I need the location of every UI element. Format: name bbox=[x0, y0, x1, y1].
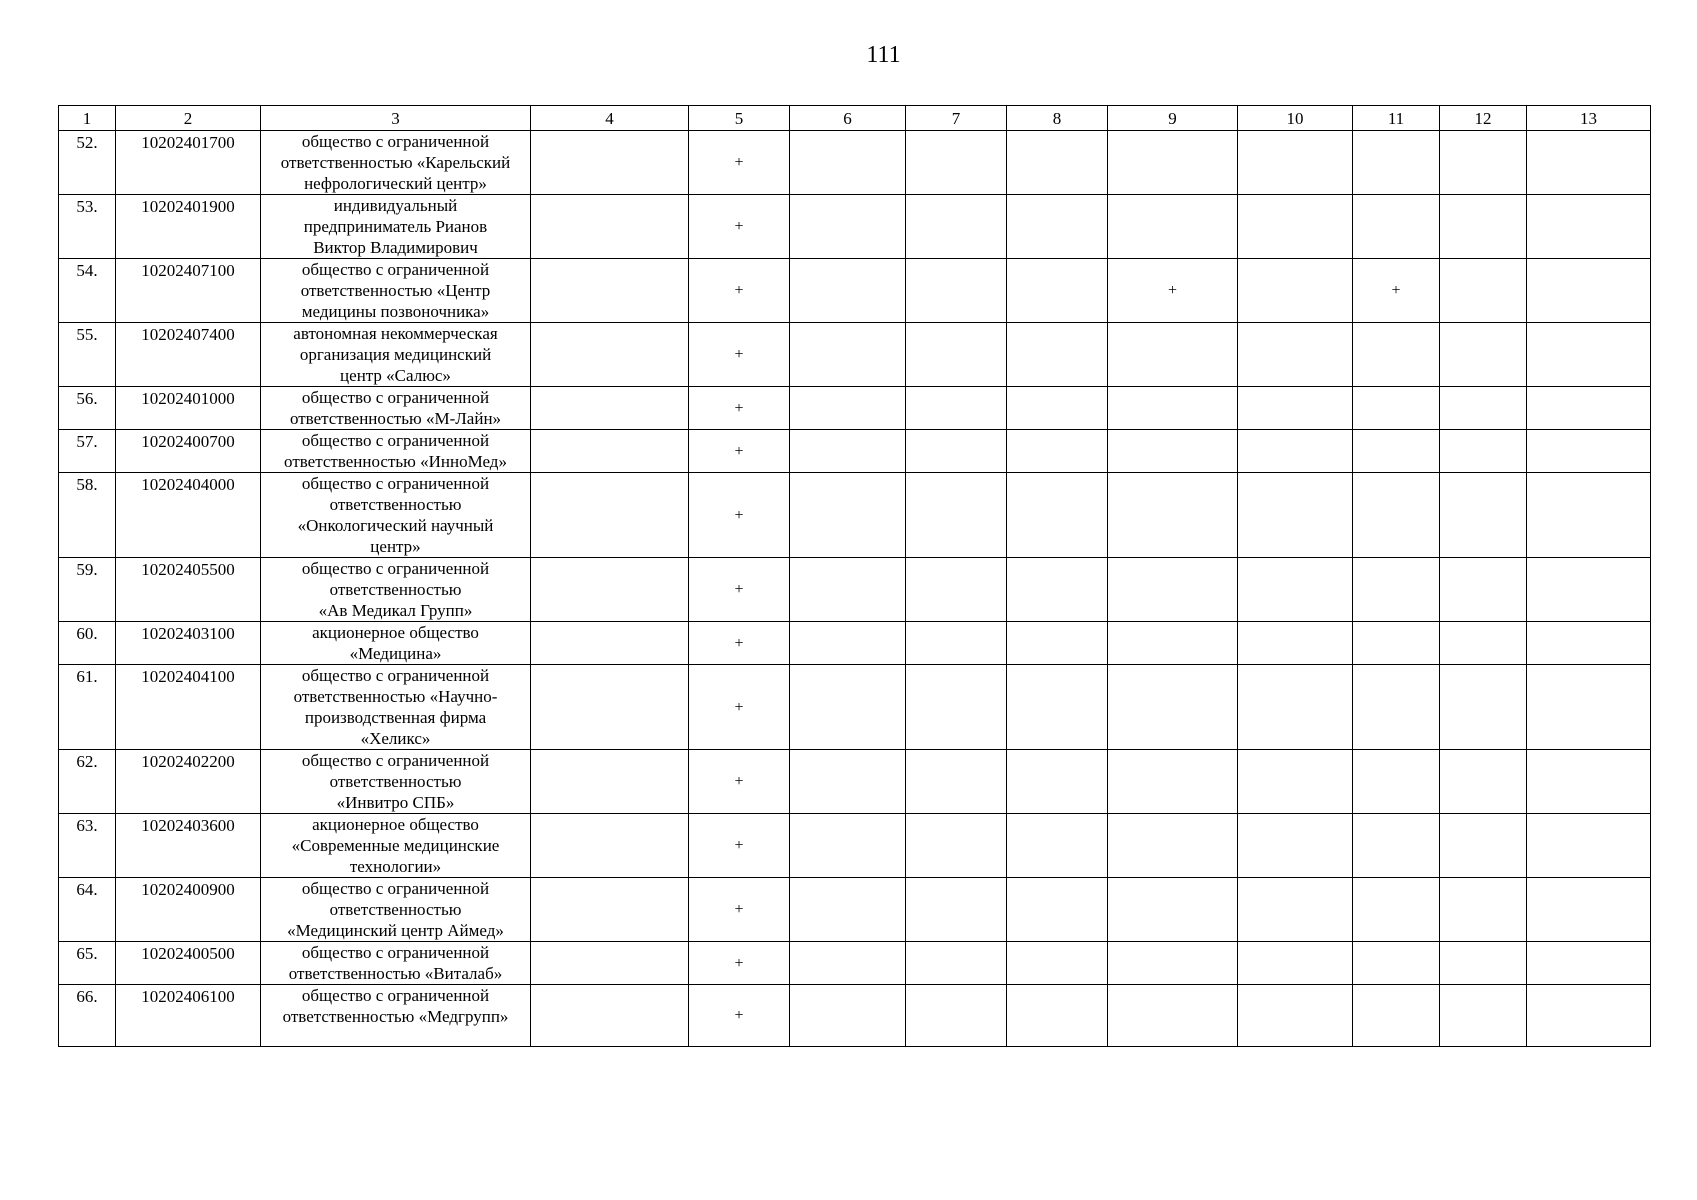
organization-name-line: центр «Салюс» bbox=[340, 366, 451, 385]
organization-name-line: общество с ограниченной bbox=[301, 474, 490, 493]
organization-name-line: общество с ограниченной bbox=[301, 943, 490, 962]
mark-cell-col-10 bbox=[1238, 942, 1353, 985]
mark-cell-col-11 bbox=[1353, 473, 1440, 558]
organization-name-line: «Медицинский центр Аймед» bbox=[287, 921, 504, 940]
table-row bbox=[59, 323, 1651, 387]
row-number: 63. bbox=[59, 814, 116, 878]
mark-cell-col-5: + bbox=[689, 750, 790, 814]
registry-table bbox=[58, 105, 1651, 1047]
registry-code: 10202401700 bbox=[116, 131, 261, 195]
mark-cell-col-9 bbox=[1108, 558, 1238, 622]
mark-cell-col-8 bbox=[1007, 942, 1108, 985]
mark-cell-col-9 bbox=[1108, 430, 1238, 473]
organization-name-line: центр» bbox=[370, 537, 421, 556]
mark-cell-col-7 bbox=[906, 558, 1007, 622]
row-number: 57. bbox=[59, 430, 116, 473]
mark-cell-col-6 bbox=[790, 665, 906, 750]
organization-name-line: общество с ограниченной bbox=[301, 879, 490, 898]
registry-code: 10202406100 bbox=[116, 985, 261, 1047]
column-header-7: 7 bbox=[906, 106, 1007, 131]
table-row bbox=[59, 814, 1651, 878]
mark-cell-col-13 bbox=[1527, 814, 1651, 878]
mark-cell-col-6 bbox=[790, 430, 906, 473]
column-header-10: 10 bbox=[1238, 106, 1353, 131]
table-row bbox=[59, 622, 1651, 665]
mark-cell-col-6 bbox=[790, 878, 906, 942]
mark-cell-col-11 bbox=[1353, 323, 1440, 387]
row-number: 55. bbox=[59, 323, 116, 387]
mark-cell-col-8 bbox=[1007, 259, 1108, 323]
mark-cell-col-5: + bbox=[689, 622, 790, 665]
mark-cell-col-8 bbox=[1007, 878, 1108, 942]
mark-cell-col-8 bbox=[1007, 622, 1108, 665]
table-row bbox=[59, 473, 1651, 558]
mark-cell-col-9 bbox=[1108, 665, 1238, 750]
organization-name bbox=[261, 942, 531, 985]
mark-cell-col-5: + bbox=[689, 259, 790, 323]
organization-name bbox=[261, 665, 531, 750]
mark-cell-col-12 bbox=[1440, 430, 1527, 473]
mark-cell-col-10 bbox=[1238, 473, 1353, 558]
mark-cell-col-7 bbox=[906, 430, 1007, 473]
mark-cell-col-4 bbox=[531, 430, 689, 473]
organization-name bbox=[261, 387, 531, 430]
mark-cell-col-5: + bbox=[689, 430, 790, 473]
organization-name-line: ответственностью «Карельский bbox=[280, 153, 511, 172]
organization-name bbox=[261, 985, 531, 1047]
mark-cell-col-8 bbox=[1007, 750, 1108, 814]
mark-cell-col-5: + bbox=[689, 665, 790, 750]
mark-cell-col-11 bbox=[1353, 622, 1440, 665]
mark-cell-col-12 bbox=[1440, 750, 1527, 814]
organization-name-line: предприниматель Рианов bbox=[303, 217, 488, 236]
mark-cell-col-8 bbox=[1007, 814, 1108, 878]
organization-name-line: общество с ограниченной bbox=[301, 132, 490, 151]
organization-name-line: индивидуальный bbox=[333, 196, 458, 215]
organization-name-line: общество с ограниченной bbox=[301, 986, 490, 1005]
mark-cell-col-5: + bbox=[689, 878, 790, 942]
registry-code: 10202400900 bbox=[116, 878, 261, 942]
registry-code: 10202401900 bbox=[116, 195, 261, 259]
mark-cell-col-12 bbox=[1440, 814, 1527, 878]
mark-cell-col-9 bbox=[1108, 985, 1238, 1047]
mark-cell-col-11 bbox=[1353, 750, 1440, 814]
mark-cell-col-12 bbox=[1440, 942, 1527, 985]
mark-cell-col-4 bbox=[531, 387, 689, 430]
organization-name-line: автономная некоммерческая bbox=[293, 324, 498, 343]
table-row bbox=[59, 259, 1651, 323]
organization-name-line: ответственностью «Виталаб» bbox=[288, 964, 503, 983]
organization-name bbox=[261, 622, 531, 665]
mark-cell-col-10 bbox=[1238, 430, 1353, 473]
page-number: 111 bbox=[866, 42, 901, 68]
organization-name-line: «Инвитро СПБ» bbox=[336, 793, 455, 812]
table-header-row bbox=[59, 106, 1651, 131]
mark-cell-col-5: + bbox=[689, 942, 790, 985]
organization-name-line: общество с ограниченной bbox=[301, 388, 490, 407]
column-header-11: 11 bbox=[1353, 106, 1440, 131]
column-header-4: 4 bbox=[531, 106, 689, 131]
column-header-8: 8 bbox=[1007, 106, 1108, 131]
table-row bbox=[59, 750, 1651, 814]
mark-cell-col-4 bbox=[531, 878, 689, 942]
mark-cell-col-6 bbox=[790, 985, 906, 1047]
mark-cell-col-6 bbox=[790, 750, 906, 814]
mark-cell-col-7 bbox=[906, 259, 1007, 323]
organization-name-line: ответственностью «Центр bbox=[300, 281, 491, 300]
organization-name-line: «Медицина» bbox=[349, 644, 442, 663]
mark-cell-col-7 bbox=[906, 985, 1007, 1047]
row-number: 58. bbox=[59, 473, 116, 558]
mark-cell-col-9 bbox=[1108, 750, 1238, 814]
organization-name bbox=[261, 195, 531, 259]
mark-cell-col-13 bbox=[1527, 195, 1651, 259]
registry-code: 10202402200 bbox=[116, 750, 261, 814]
organization-name-line: организация медицинский bbox=[299, 345, 492, 364]
mark-cell-col-13 bbox=[1527, 259, 1651, 323]
mark-cell-col-11 bbox=[1353, 195, 1440, 259]
table-row bbox=[59, 430, 1651, 473]
mark-cell-col-5: + bbox=[689, 814, 790, 878]
mark-cell-col-11 bbox=[1353, 878, 1440, 942]
mark-cell-col-10 bbox=[1238, 814, 1353, 878]
table-row bbox=[59, 387, 1651, 430]
mark-cell-col-7 bbox=[906, 878, 1007, 942]
mark-cell-col-4 bbox=[531, 985, 689, 1047]
mark-cell-col-11: + bbox=[1353, 259, 1440, 323]
mark-cell-col-4 bbox=[531, 473, 689, 558]
mark-cell-col-6 bbox=[790, 387, 906, 430]
mark-cell-col-6 bbox=[790, 558, 906, 622]
organization-name bbox=[261, 430, 531, 473]
organization-name-line: общество с ограниченной bbox=[301, 751, 490, 770]
mark-cell-col-8 bbox=[1007, 558, 1108, 622]
row-number: 65. bbox=[59, 942, 116, 985]
mark-cell-col-4 bbox=[531, 942, 689, 985]
mark-cell-col-7 bbox=[906, 814, 1007, 878]
mark-cell-col-8 bbox=[1007, 323, 1108, 387]
mark-cell-col-9 bbox=[1108, 878, 1238, 942]
registry-code: 10202407100 bbox=[116, 259, 261, 323]
mark-cell-col-4 bbox=[531, 750, 689, 814]
mark-cell-col-13 bbox=[1527, 558, 1651, 622]
organization-name-line: общество с ограниченной bbox=[301, 260, 490, 279]
mark-cell-col-11 bbox=[1353, 430, 1440, 473]
mark-cell-col-5: + bbox=[689, 473, 790, 558]
mark-cell-col-11 bbox=[1353, 131, 1440, 195]
organization-name-line: «Онкологический научный bbox=[297, 516, 494, 535]
organization-name bbox=[261, 878, 531, 942]
registry-code: 10202401000 bbox=[116, 387, 261, 430]
mark-cell-col-4 bbox=[531, 323, 689, 387]
mark-cell-col-8 bbox=[1007, 430, 1108, 473]
mark-cell-col-10 bbox=[1238, 878, 1353, 942]
mark-cell-col-9 bbox=[1108, 622, 1238, 665]
row-number: 61. bbox=[59, 665, 116, 750]
mark-cell-col-9 bbox=[1108, 323, 1238, 387]
row-number: 60. bbox=[59, 622, 116, 665]
table-row bbox=[59, 131, 1651, 195]
mark-cell-col-7 bbox=[906, 387, 1007, 430]
mark-cell-col-7 bbox=[906, 131, 1007, 195]
mark-cell-col-8 bbox=[1007, 387, 1108, 430]
mark-cell-col-6 bbox=[790, 473, 906, 558]
organization-name-line: «Хеликс» bbox=[360, 729, 431, 748]
column-header-9: 9 bbox=[1108, 106, 1238, 131]
mark-cell-col-11 bbox=[1353, 387, 1440, 430]
organization-name-line: технологии» bbox=[349, 857, 442, 876]
table-row bbox=[59, 195, 1651, 259]
mark-cell-col-12 bbox=[1440, 558, 1527, 622]
column-header-1: 1 bbox=[59, 106, 116, 131]
mark-cell-col-6 bbox=[790, 814, 906, 878]
row-number: 62. bbox=[59, 750, 116, 814]
mark-cell-col-10 bbox=[1238, 985, 1353, 1047]
organization-name bbox=[261, 131, 531, 195]
organization-name-line: ответственностью «М-Лайн» bbox=[289, 409, 502, 428]
organization-name-line: Виктор Владимирович bbox=[313, 238, 478, 257]
mark-cell-col-10 bbox=[1238, 750, 1353, 814]
mark-cell-col-11 bbox=[1353, 942, 1440, 985]
mark-cell-col-7 bbox=[906, 195, 1007, 259]
mark-cell-col-8 bbox=[1007, 195, 1108, 259]
row-number: 54. bbox=[59, 259, 116, 323]
row-number: 52. bbox=[59, 131, 116, 195]
mark-cell-col-4 bbox=[531, 622, 689, 665]
organization-name-line: акционерное общество bbox=[312, 815, 479, 834]
organization-name-line: ответственностью «Научно- bbox=[293, 687, 498, 706]
organization-name bbox=[261, 814, 531, 878]
mark-cell-col-6 bbox=[790, 323, 906, 387]
mark-cell-col-7 bbox=[906, 622, 1007, 665]
table-row bbox=[59, 985, 1651, 1047]
mark-cell-col-12 bbox=[1440, 131, 1527, 195]
organization-name bbox=[261, 323, 531, 387]
table-row bbox=[59, 942, 1651, 985]
mark-cell-col-4 bbox=[531, 814, 689, 878]
mark-cell-col-12 bbox=[1440, 195, 1527, 259]
mark-cell-col-13 bbox=[1527, 942, 1651, 985]
mark-cell-col-12 bbox=[1440, 665, 1527, 750]
organization-name-line: ответственностью bbox=[329, 772, 462, 791]
row-number: 56. bbox=[59, 387, 116, 430]
mark-cell-col-10 bbox=[1238, 387, 1353, 430]
mark-cell-col-11 bbox=[1353, 665, 1440, 750]
registry-code: 10202404100 bbox=[116, 665, 261, 750]
mark-cell-col-4 bbox=[531, 195, 689, 259]
table-body bbox=[59, 131, 1651, 1047]
mark-cell-col-6 bbox=[790, 942, 906, 985]
mark-cell-col-8 bbox=[1007, 473, 1108, 558]
organization-name bbox=[261, 473, 531, 558]
mark-cell-col-4 bbox=[531, 558, 689, 622]
mark-cell-col-9 bbox=[1108, 473, 1238, 558]
mark-cell-col-12 bbox=[1440, 878, 1527, 942]
organization-name-line: общество с ограниченной bbox=[301, 431, 490, 450]
mark-cell-col-4 bbox=[531, 259, 689, 323]
registry-code: 10202400700 bbox=[116, 430, 261, 473]
column-header-5: 5 bbox=[689, 106, 790, 131]
table-row bbox=[59, 665, 1651, 750]
organization-name-line: медицины позвоночника» bbox=[301, 302, 490, 321]
mark-cell-col-7 bbox=[906, 942, 1007, 985]
mark-cell-col-4 bbox=[531, 665, 689, 750]
mark-cell-col-5: + bbox=[689, 323, 790, 387]
mark-cell-col-9: + bbox=[1108, 259, 1238, 323]
mark-cell-col-8 bbox=[1007, 665, 1108, 750]
mark-cell-col-10 bbox=[1238, 195, 1353, 259]
mark-cell-col-10 bbox=[1238, 259, 1353, 323]
registry-code: 10202407400 bbox=[116, 323, 261, 387]
mark-cell-col-9 bbox=[1108, 814, 1238, 878]
mark-cell-col-8 bbox=[1007, 131, 1108, 195]
mark-cell-col-6 bbox=[790, 259, 906, 323]
registry-code: 10202403600 bbox=[116, 814, 261, 878]
row-number: 66. bbox=[59, 985, 116, 1047]
row-number: 53. bbox=[59, 195, 116, 259]
mark-cell-col-5: + bbox=[689, 558, 790, 622]
mark-cell-col-9 bbox=[1108, 942, 1238, 985]
registry-code: 10202403100 bbox=[116, 622, 261, 665]
mark-cell-col-13 bbox=[1527, 430, 1651, 473]
column-header-13: 13 bbox=[1527, 106, 1651, 131]
column-header-3: 3 bbox=[261, 106, 531, 131]
mark-cell-col-8 bbox=[1007, 985, 1108, 1047]
organization-name-line: общество с ограниченной bbox=[301, 559, 490, 578]
mark-cell-col-6 bbox=[790, 131, 906, 195]
mark-cell-col-13 bbox=[1527, 323, 1651, 387]
mark-cell-col-13 bbox=[1527, 750, 1651, 814]
mark-cell-col-6 bbox=[790, 195, 906, 259]
mark-cell-col-12 bbox=[1440, 323, 1527, 387]
registry-code: 10202400500 bbox=[116, 942, 261, 985]
organization-name-line: производственная фирма bbox=[304, 708, 487, 727]
organization-name bbox=[261, 259, 531, 323]
mark-cell-col-12 bbox=[1440, 387, 1527, 430]
organization-name-line: ответственностью bbox=[329, 495, 462, 514]
column-header-12: 12 bbox=[1440, 106, 1527, 131]
organization-name-line: нефрологический центр» bbox=[304, 174, 487, 193]
mark-cell-col-4 bbox=[531, 131, 689, 195]
mark-cell-col-11 bbox=[1353, 814, 1440, 878]
registry-code: 10202405500 bbox=[116, 558, 261, 622]
mark-cell-col-11 bbox=[1353, 558, 1440, 622]
column-header-2: 2 bbox=[116, 106, 261, 131]
mark-cell-col-5: + bbox=[689, 131, 790, 195]
mark-cell-col-5: + bbox=[689, 387, 790, 430]
mark-cell-col-12 bbox=[1440, 259, 1527, 323]
row-number: 59. bbox=[59, 558, 116, 622]
mark-cell-col-12 bbox=[1440, 985, 1527, 1047]
mark-cell-col-10 bbox=[1238, 665, 1353, 750]
organization-name-line: ответственностью «Медгрупп» bbox=[282, 1007, 509, 1026]
row-number: 64. bbox=[59, 878, 116, 942]
organization-name-line: «Современные медицинские bbox=[291, 836, 500, 855]
mark-cell-col-9 bbox=[1108, 195, 1238, 259]
mark-cell-col-9 bbox=[1108, 131, 1238, 195]
mark-cell-col-10 bbox=[1238, 323, 1353, 387]
mark-cell-col-13 bbox=[1527, 387, 1651, 430]
organization-name-line: ответственностью bbox=[329, 580, 462, 599]
mark-cell-col-12 bbox=[1440, 473, 1527, 558]
mark-cell-col-13 bbox=[1527, 473, 1651, 558]
mark-cell-col-12 bbox=[1440, 622, 1527, 665]
organization-name-line: ответственностью bbox=[329, 900, 462, 919]
mark-cell-col-13 bbox=[1527, 131, 1651, 195]
organization-name bbox=[261, 558, 531, 622]
mark-cell-col-10 bbox=[1238, 558, 1353, 622]
table-row bbox=[59, 558, 1651, 622]
organization-name-line: общество с ограниченной bbox=[301, 666, 490, 685]
table-row bbox=[59, 878, 1651, 942]
mark-cell-col-11 bbox=[1353, 985, 1440, 1047]
mark-cell-col-10 bbox=[1238, 131, 1353, 195]
registry-code: 10202404000 bbox=[116, 473, 261, 558]
organization-name-line: акционерное общество bbox=[312, 623, 479, 642]
mark-cell-col-5: + bbox=[689, 985, 790, 1047]
mark-cell-col-7 bbox=[906, 665, 1007, 750]
mark-cell-col-13 bbox=[1527, 665, 1651, 750]
organization-name-line: «Ав Медикал Групп» bbox=[318, 601, 473, 620]
mark-cell-col-10 bbox=[1238, 622, 1353, 665]
mark-cell-col-6 bbox=[790, 622, 906, 665]
organization-name bbox=[261, 750, 531, 814]
mark-cell-col-7 bbox=[906, 323, 1007, 387]
mark-cell-col-7 bbox=[906, 750, 1007, 814]
mark-cell-col-5: + bbox=[689, 195, 790, 259]
organization-name-line: ответственностью «ИнноМед» bbox=[284, 452, 507, 471]
mark-cell-col-13 bbox=[1527, 878, 1651, 942]
mark-cell-col-9 bbox=[1108, 387, 1238, 430]
mark-cell-col-7 bbox=[906, 473, 1007, 558]
mark-cell-col-13 bbox=[1527, 985, 1651, 1047]
mark-cell-col-13 bbox=[1527, 622, 1651, 665]
column-header-6: 6 bbox=[790, 106, 906, 131]
